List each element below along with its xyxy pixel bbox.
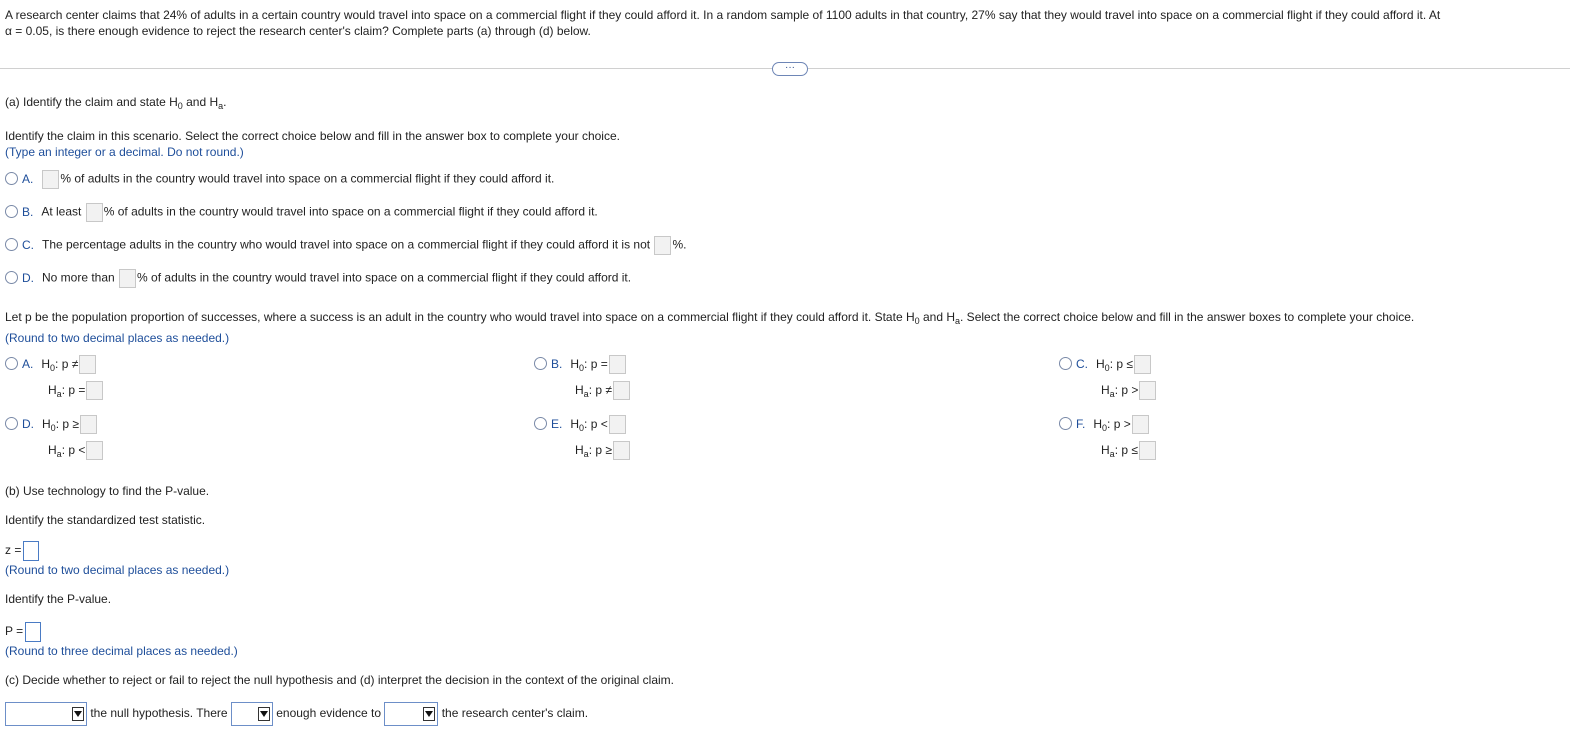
answer-box[interactable] — [119, 269, 136, 288]
claim-option-a[interactable]: A. % of adults in the country would travel into space on a commercial flight if they could afford it. — [5, 170, 554, 189]
hypothesis-option-d[interactable]: D. $H_0$: p ≥ $H_a$: p < — [5, 413, 104, 465]
evidence-dropdown[interactable] — [231, 702, 273, 726]
hypothesis-option-c[interactable]: C. $H_0$: p ≤ $H_a$: p > — [1059, 353, 1157, 405]
p-value-input[interactable] — [25, 622, 41, 642]
radio-button[interactable] — [5, 417, 18, 430]
answer-box[interactable] — [42, 170, 59, 189]
radio-button[interactable] — [1059, 357, 1072, 370]
radio-button[interactable] — [5, 271, 18, 284]
part-a-heading: (a) Identify the claim and state $H_0$ and $H_a$. — [5, 95, 227, 111]
decision-dropdown[interactable] — [5, 702, 87, 726]
answer-box[interactable] — [80, 415, 97, 434]
answer-box[interactable] — [86, 441, 103, 460]
part-b-heading: (b) Use technology to find the P-value. — [5, 484, 210, 498]
p-value-row — [5, 622, 41, 642]
claim-hint: (Type an integer or a decimal. Do not round.) — [5, 145, 244, 159]
radio-button[interactable] — [534, 357, 547, 370]
answer-box[interactable] — [609, 355, 626, 374]
test-statistic-instruction: Identify the standardized test statistic. — [5, 513, 206, 527]
dropdown-arrow-icon[interactable] — [423, 707, 435, 721]
hypothesis-instruction: Let p be the population proportion of successes, where a success is an adult in the country who would travel into space on a commercial flight if they could afford it. State $H_0$ and $H_a$. Select the correct choice below and fill in the answer boxes to complete your choice. — [5, 310, 1415, 326]
claim-option-d[interactable]: D. No more than % of adults in the country would travel into space on a commercial flight if they could afford it. — [5, 269, 631, 288]
radio-button[interactable] — [534, 417, 547, 430]
dropdown-arrow-icon[interactable] — [258, 707, 270, 721]
part-c-heading: (c) Decide whether to reject or fail to reject the null hypothesis and (d) interpret the decision in the context of the original claim. — [5, 673, 675, 687]
answer-box[interactable] — [613, 441, 630, 460]
conclusion-row: the null hypothesis. There enough evidence to the research center's claim. — [5, 702, 588, 726]
hypothesis-option-b[interactable]: B. $H_0$: p = $H_a$: p ≠ — [534, 353, 631, 405]
claim-option-c[interactable]: C. The percentage adults in the country who would travel into space on a commercial flight if they could afford it is not %. — [5, 236, 686, 255]
problem-text-line1: A research center claims that 24% of adults in a certain country would travel into space on a commercial flight if they could afford it. In a random sample of 1100 adults in that country, 27% say that they would travel into space on a commercial flight if they could afford it. At — [5, 8, 1441, 22]
answer-box[interactable] — [1139, 381, 1156, 400]
radio-button[interactable] — [5, 238, 18, 251]
claim-instruction: Identify the claim in this scenario. Select the correct choice below and fill in the answer box to complete your choice. — [5, 129, 620, 143]
p-label: P = — [5, 624, 24, 639]
answer-box[interactable] — [79, 355, 96, 374]
answer-box[interactable] — [1139, 441, 1156, 460]
answer-box[interactable] — [1132, 415, 1149, 434]
z-hint: (Round to two decimal places as needed.) — [5, 563, 230, 577]
hypothesis-option-a[interactable]: A. $H_0$: p ≠ $H_a$: p = — [5, 353, 104, 405]
answer-box[interactable] — [1134, 355, 1151, 374]
dropdown-arrow-icon[interactable] — [72, 707, 84, 721]
problem-text-line2: α = 0.05, is there enough evidence to reject the research center's claim? Complete parts (a) through (d) below. — [5, 24, 591, 38]
radio-button[interactable] — [5, 205, 18, 218]
radio-button[interactable] — [5, 172, 18, 185]
more-options-button[interactable]: ··· — [772, 62, 808, 76]
answer-box[interactable] — [86, 203, 103, 222]
answer-box[interactable] — [609, 415, 626, 434]
answer-box[interactable] — [86, 381, 103, 400]
z-label: z = — [5, 543, 22, 558]
answer-box[interactable] — [654, 236, 671, 255]
claim-option-b[interactable]: B. At least % of adults in the country would travel into space on a commercial flight if they could afford it. — [5, 203, 598, 222]
hypothesis-hint: (Round to two decimal places as needed.) — [5, 331, 230, 345]
p-value-hint: (Round to three decimal places as needed.) — [5, 644, 238, 658]
answer-box[interactable] — [613, 381, 630, 400]
z-statistic-row — [5, 541, 39, 561]
p-value-instruction: Identify the P-value. — [5, 592, 112, 606]
hypothesis-option-e[interactable]: E. $H_0$: p < $H_a$: p ≥ — [534, 413, 631, 465]
hypothesis-option-f[interactable]: F. $H_0$: p > $H_a$: p ≤ — [1059, 413, 1157, 465]
radio-button[interactable] — [1059, 417, 1072, 430]
radio-button[interactable] — [5, 357, 18, 370]
claim-action-dropdown[interactable] — [384, 702, 438, 726]
z-input[interactable] — [23, 541, 39, 561]
